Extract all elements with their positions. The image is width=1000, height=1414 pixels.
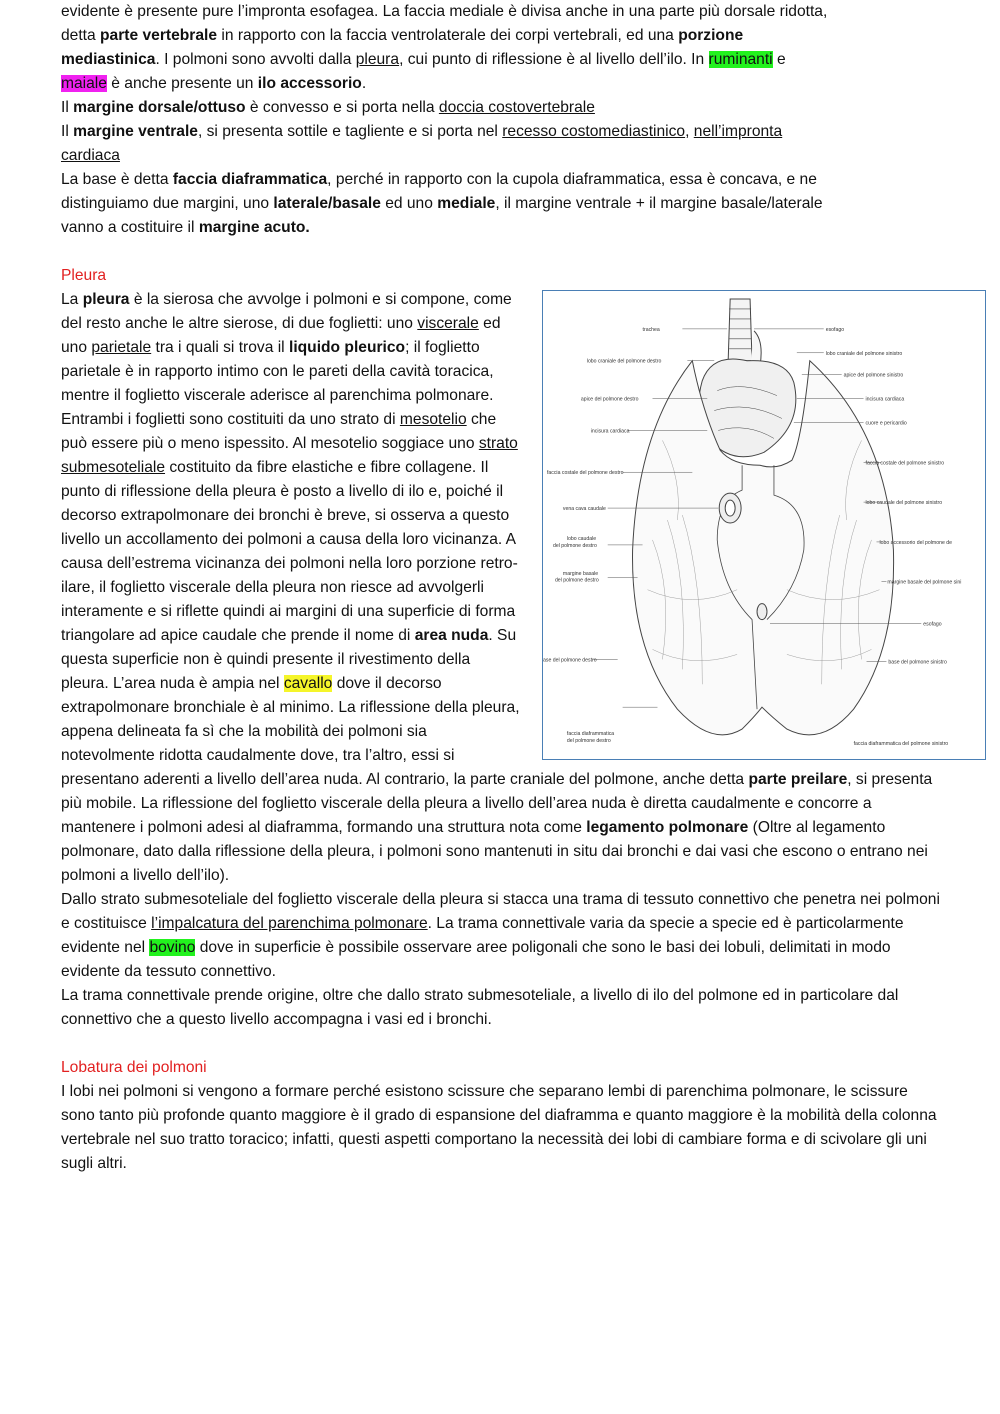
highlight-green: ruminanti xyxy=(708,51,773,68)
bold-term: mediale xyxy=(437,195,496,212)
text-run: e xyxy=(772,51,786,68)
text-run: distinguiamo due margini, uno xyxy=(61,195,274,212)
underlined-term: strato submesoteliale xyxy=(61,435,518,476)
text-run: che può essere più o meno ispessito. Al mesotelio soggiace uno xyxy=(61,411,497,452)
fig-label: esofago xyxy=(825,326,845,333)
bold-term: legamento polmonare xyxy=(586,819,749,836)
bold-term: margine acuto. xyxy=(198,219,310,236)
bold-term: liquido pleurico xyxy=(288,339,406,356)
section-heading-lobatura: Lobatura dei polmoni xyxy=(61,1059,207,1076)
text-run: tra i quali si trova il xyxy=(151,339,289,356)
underlined-term: viscerale xyxy=(417,315,479,332)
text-run: è anche presente un xyxy=(106,75,258,92)
underlined-term: nell’impronta xyxy=(693,123,783,140)
bold-term: ilo accessorio xyxy=(257,75,362,92)
highlight-yellow: cavallo xyxy=(283,675,333,692)
text-run: Il xyxy=(61,99,74,116)
text-run: vanno a costituire il xyxy=(61,219,199,236)
text-run: , xyxy=(685,123,694,140)
text-run: La base è detta xyxy=(61,171,173,188)
fig-label: faccia diaframmatica xyxy=(566,731,615,738)
text-run: detta xyxy=(61,27,101,44)
lobatura-paragraph: I lobi nei polmoni si vengono a formare perché esistono scissure che separano lembi di parenchima polmonare, le scissure sono tanto più profonde quanto maggiore è il grado di espansione del diaframma e quanto maggiore è la mobilità della colonna vertebrale nel suo tratto toracico; infatti, questi aspetti comportano la necessità dei lobi di cambiare forma e di scivolare gli uni sugli altri. xyxy=(61,1083,937,1172)
text-run: è convesso e si porta nella xyxy=(245,99,439,116)
text-run: costituito da fibre elastiche e fibre collagene. Il punto di riflessione della pleura è posto a livello di ilo e, poiché il decorso extrapolmonare dei bronchi è breve, si osserva a questo livello un accollamento dei polmoni a causa della loro vicinanza. A causa dell’estrema vicinanza dei polmoni nella loro porzione retro-ilare, il foglietto viscerale della pleura non riesce ad avvolgerli interamente e si riflette quindi ai margini di una superficie di forma triangolare ad apice caudale che prende il nome di xyxy=(61,459,518,644)
fig-label: cuore e pericardio xyxy=(865,420,907,427)
bold-term: porzione xyxy=(678,27,744,44)
fig-label: trachea xyxy=(642,326,660,333)
intro-paragraph xyxy=(61,0,941,240)
bold-term: mediastinica xyxy=(61,51,156,68)
bold-term: pleura xyxy=(82,291,130,308)
text-run: Il xyxy=(61,123,74,140)
fig-label: faccia diaframmatica del polmone sinistro xyxy=(853,741,949,748)
underlined-term: doccia costovertebrale xyxy=(438,99,595,116)
fig-label: esofago xyxy=(923,621,942,628)
bold-term: faccia diaframmatica xyxy=(172,171,328,188)
lung-drawing xyxy=(543,291,985,759)
section-heading-pleura: Pleura xyxy=(61,267,107,284)
fig-label: vena cava caudale xyxy=(562,506,606,513)
fig-label: apice del polmone sinistro xyxy=(843,372,904,379)
text-run: , perché in rapporto con la cupola diaframmatica, essa è concava, e ne xyxy=(327,171,817,188)
text-run: ; il foglietto parietale è in rapporto intimo con le pareti della cavità toracica, mentre il foglietto viscerale aderisce al parenchima polmonare. Entrambi i foglietti sono costituiti da uno strato di xyxy=(61,339,494,428)
text-run: è la sierosa che avvolge i polmoni e si compone, come del resto anche le altre sierose, di due foglietti: uno xyxy=(61,291,512,332)
bold-term: parte preilare xyxy=(748,771,848,788)
lung-illustration xyxy=(542,290,986,760)
underlined-term: l’impalcatura del parenchima polmonare xyxy=(151,915,428,932)
text-run: , si presenta più mobile. La riflessione del foglietto viscerale della pleura a livello dell’area nuda è diretta caudalmente e concorre a mantenere i polmoni adesi al diaframma, formando una struttura nota come xyxy=(61,771,933,836)
text-run: , cui punto di riflessione è al livello dell’ilo. In xyxy=(399,51,709,68)
document-page xyxy=(61,0,962,1176)
underlined-term: parietale xyxy=(91,339,152,356)
bold-term: margine dorsale/ottuso xyxy=(73,99,246,116)
text-run: (Oltre al legamento polmonare, dato dalla riflessione della pleura, i polmoni sono mantenuti in situ dai bronchi e dai vasi che escono o entrano nei polmoni a livello dell’ilo). xyxy=(61,819,928,884)
fig-label: incisura cardiaca xyxy=(590,428,630,435)
pleura-paragraph-3: La trama connettivale prende origine, oltre che dallo strato submesoteliale, a livello di ilo del polmone ed in particolare dal connettivo che a questo livello accompagna i vasi ed i bronchi. xyxy=(61,987,899,1028)
bold-term: laterale/basale xyxy=(273,195,381,212)
fig-label: lobo craniale del polmone destro xyxy=(586,358,662,365)
text-run: . xyxy=(361,75,367,92)
text-run: . Su questa superficie non è quindi presente il rivestimento della pleura. L’area nuda è ampia nel xyxy=(61,627,517,692)
text-run: dove il decorso extrapolmonare bronchiale è al minimo. La riflessione della pleura, appena delineata fa sì che la mobilità dei polmoni sia notevolmente ridotta caudalmente dove, tra l’altro, essi si presentano aderenti a livello dell’area nuda. Al contrario, la parte craniale del polmone, anche detta xyxy=(61,675,749,788)
underlined-term: recesso costomediastinico xyxy=(502,123,686,140)
text-run: evidente è presente pure l’impronta esofagea. La faccia mediale è divisa anche in una parte più dorsale ridotta, xyxy=(61,3,828,20)
bold-term: margine ventrale xyxy=(73,123,198,140)
text-run: La xyxy=(61,291,83,308)
fig-label: base del polmone sinistro xyxy=(888,659,947,666)
fig-label: del polmone destro xyxy=(552,542,597,549)
highlight-pink: maiale xyxy=(61,75,107,92)
text-run: . La trama connettivale varia da specie a specie ed è particolarmente evidente nel xyxy=(61,915,904,956)
underlined-term: cardiaca xyxy=(61,147,120,164)
text-run: . I polmoni sono avvolti dalla xyxy=(155,51,356,68)
fig-label: lobo caudale xyxy=(566,535,597,542)
fig-label: faccia costale del polmone destro xyxy=(546,470,624,477)
bold-term: area nuda xyxy=(414,627,489,644)
text-run: dove in superficie è possibile osservare aree poligonali che sono le basi dei lobuli, delimitati in modo evidente da tessuto connettivo. xyxy=(61,939,891,980)
underlined-term: mesotelio xyxy=(399,411,467,428)
fig-label: apice del polmone destro xyxy=(580,396,639,403)
fig-label: margine basale xyxy=(562,570,599,577)
fig-label: incisura cardiaca xyxy=(865,396,905,403)
fig-label: faccia costale del polmone sinistro xyxy=(865,460,945,467)
text-run: , si presenta sottile e tagliente e si porta nel xyxy=(197,123,503,140)
text-run: , il margine ventrale + il margine basale/laterale xyxy=(495,195,823,212)
bold-term: parte vertebrale xyxy=(100,27,218,44)
text-run: Dallo strato submesoteliale del foglietto viscerale della pleura si stacca una trama di tessuto connettivo che penetra nei polmoni e costituisce xyxy=(61,891,940,932)
text-run: in rapporto con la faccia ventrolaterale dei corpi vertebrali, ed una xyxy=(217,27,679,44)
fig-label: del polmone destro xyxy=(554,577,599,584)
fig-label: lobo caudale del polmone sinistro xyxy=(865,500,943,507)
fig-label: lobo craniale del polmone sinistro xyxy=(825,350,903,357)
highlight-green: bovino xyxy=(149,939,196,956)
text-run: ed uno xyxy=(380,195,438,212)
fig-label: lobo accessorio del polmone de xyxy=(879,539,953,546)
fig-label: del polmone destro xyxy=(566,738,611,745)
fig-label: ase del polmone destro xyxy=(543,657,597,664)
text-run: ed uno xyxy=(61,315,501,356)
fig-label: margine basale del polmone sini xyxy=(887,579,962,586)
underlined-term: pleura xyxy=(355,51,400,68)
pleura-paragraph-2 xyxy=(61,888,941,984)
